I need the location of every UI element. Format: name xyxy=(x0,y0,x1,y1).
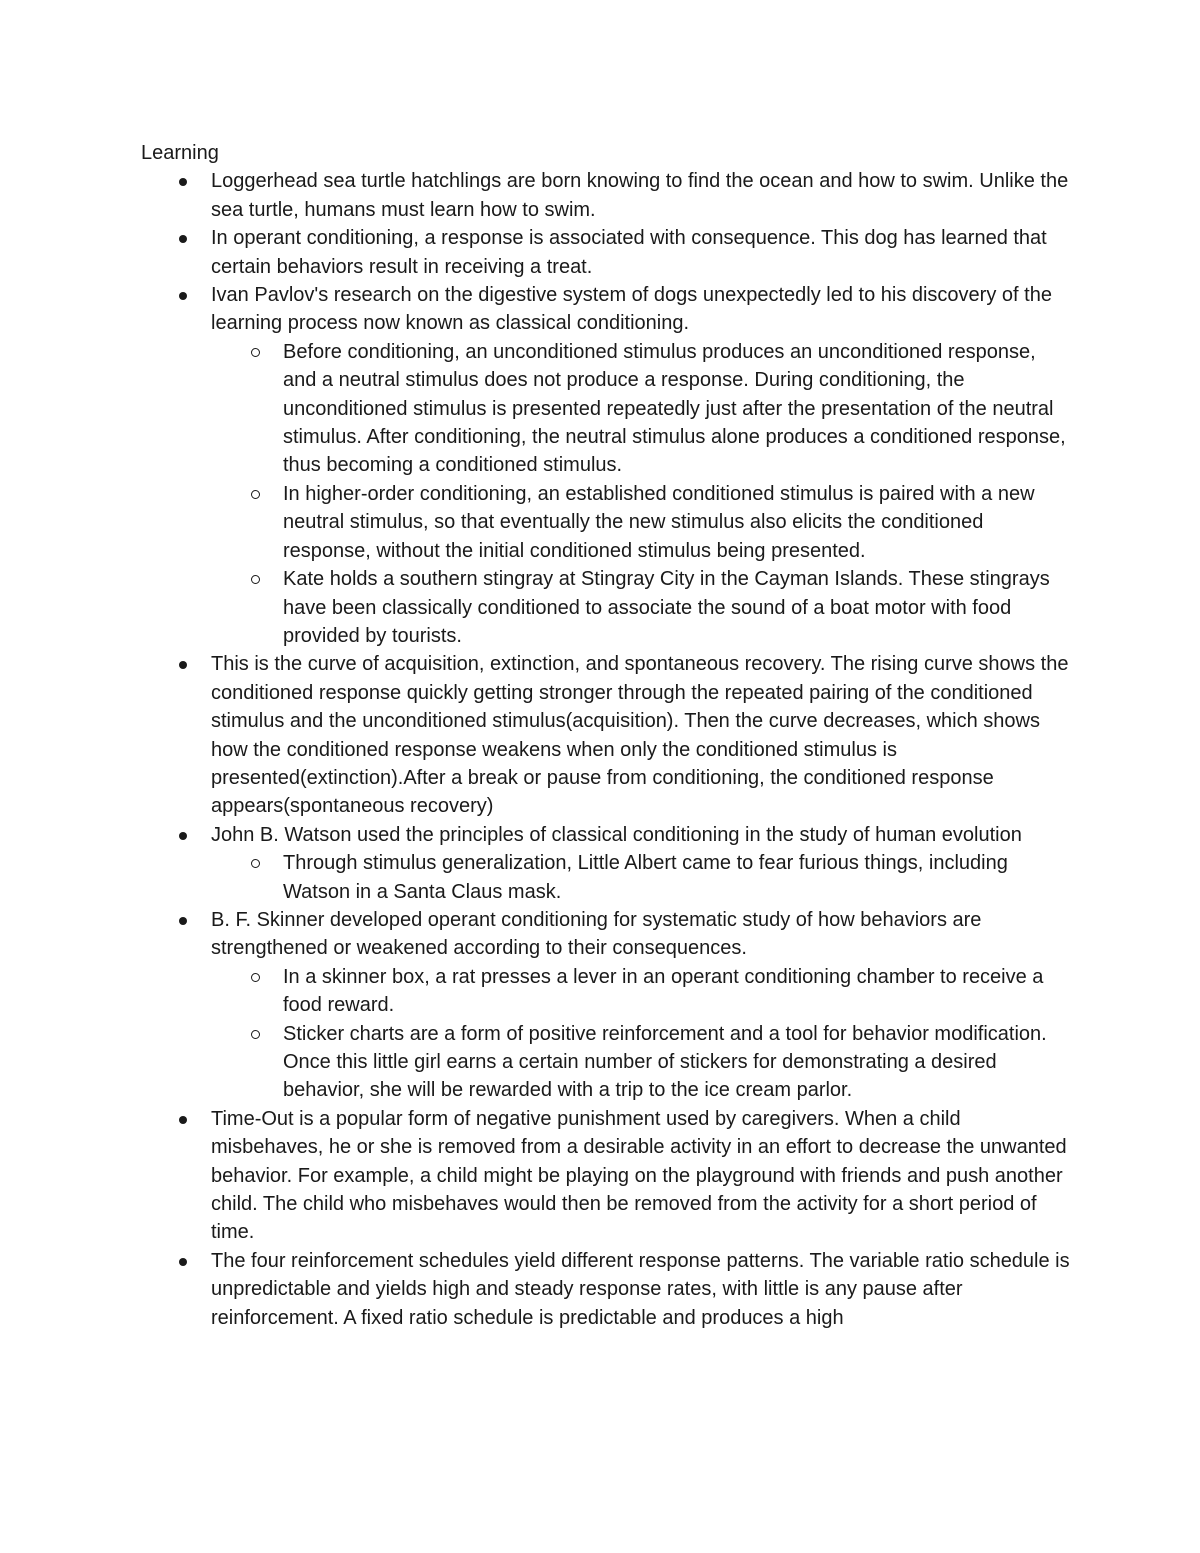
sub-list-item xyxy=(283,338,1071,480)
sub-list-item xyxy=(283,849,1071,906)
sub-bullet-list xyxy=(211,849,1071,906)
sub-list-item-text: In a skinner box, a rat presses a lever in an operant conditioning chamber to receive a food reward. xyxy=(283,965,1044,1017)
list-item-text: Loggerhead sea turtle hatchlings are born knowing to find the ocean and how to swim. Unlike the sea turtle, humans must learn how to swim. xyxy=(211,170,1069,221)
list-item xyxy=(211,281,1071,650)
list-item xyxy=(211,167,1071,224)
list-item-text: B. F. Skinner developed operant conditioning for systematic study of how behaviors are strengthened or weakened according to their consequences. xyxy=(211,908,982,960)
list-item xyxy=(211,1105,1071,1247)
sub-list-item-text: Kate holds a southern stingray at Stingray City in the Cayman Islands. These stingrays have been classically conditioned to associate the sound of a boat motor with food provided by tourists. xyxy=(283,568,1050,647)
list-item-text: The four reinforcement schedules yield different response patterns. The variable ratio schedule is unpredictable and yields high and steady response rates, with little is any pause after reinforcement. A fixed ratio schedule is predictable and produces a high xyxy=(211,1249,1070,1329)
list-item-text: Time-Out is a popular form of negative punishment used by caregivers. When a child misbehaves, he or she is removed from a desirable activity in an effort to decrease the unwanted behavior. For example, a child might be playing on the playground with friends and push another child. The child who misbehaves would then be removed from the activity for a short period of time. xyxy=(211,1107,1067,1244)
list-item xyxy=(211,821,1071,906)
list-item-text: In operant conditioning, a response is associated with consequence. This dog has learned that certain behaviors result in receiving a treat. xyxy=(211,227,1047,278)
list-item xyxy=(211,224,1071,281)
bullet-list xyxy=(141,167,1071,1332)
sub-bullet-list xyxy=(211,338,1071,650)
sub-list-item xyxy=(283,480,1071,565)
document-body xyxy=(141,139,1071,1332)
sub-list-item-text: Before conditioning, an unconditioned stimulus produces an unconditioned response, and a neutral stimulus does not produce a response. During conditioning, the unconditioned stimulus is presented repeatedly just after the presentation of the neutral stimulus. After conditioning, the neutral stimulus alone produces a conditioned response, thus becoming a conditioned stimulus. xyxy=(283,340,1066,477)
list-item-text: This is the curve of acquisition, extinction, and spontaneous recovery. The rising curve shows the conditioned response quickly getting stronger through the repeated pairing of the conditioned stimulus and the unconditioned stimulus(acquisition). Then the curve decreases, which shows how the conditioned response weakens when only the conditioned stimulus is presented(extinction).After a break or pause from conditioning, the conditioned response appears(spontaneous recovery) xyxy=(211,653,1069,818)
sub-list-item xyxy=(283,963,1071,1020)
sub-list-item-text: Sticker charts are a form of positive reinforcement and a tool for behavior modification. Once this little girl earns a certain number of stickers for demonstrating a desired behavior, she will be rewarded with a trip to the ice cream parlor. xyxy=(283,1022,1047,1102)
sub-bullet-list xyxy=(211,963,1071,1105)
sub-list-item xyxy=(283,565,1071,650)
sub-list-item xyxy=(283,1020,1071,1105)
list-item-text: John B. Watson used the principles of classical conditioning in the study of human evolution xyxy=(211,823,1022,846)
list-item xyxy=(211,650,1071,820)
list-item xyxy=(211,1247,1071,1332)
list-item xyxy=(211,906,1071,1105)
sub-list-item-text: In higher-order conditioning, an established conditioned stimulus is paired with a new neutral stimulus, so that eventually the new stimulus also elicits the conditioned response, without the initial conditioned stimulus being presented. xyxy=(283,482,1035,562)
sub-list-item-text: Through stimulus generalization, Little Albert came to fear furious things, including Watson in a Santa Claus mask. xyxy=(283,852,1008,903)
document-title: Learning xyxy=(141,142,219,164)
list-item-text: Ivan Pavlov's research on the digestive system of dogs unexpectedly led to his discovery of the learning process now known as classical conditioning. xyxy=(211,284,1052,335)
